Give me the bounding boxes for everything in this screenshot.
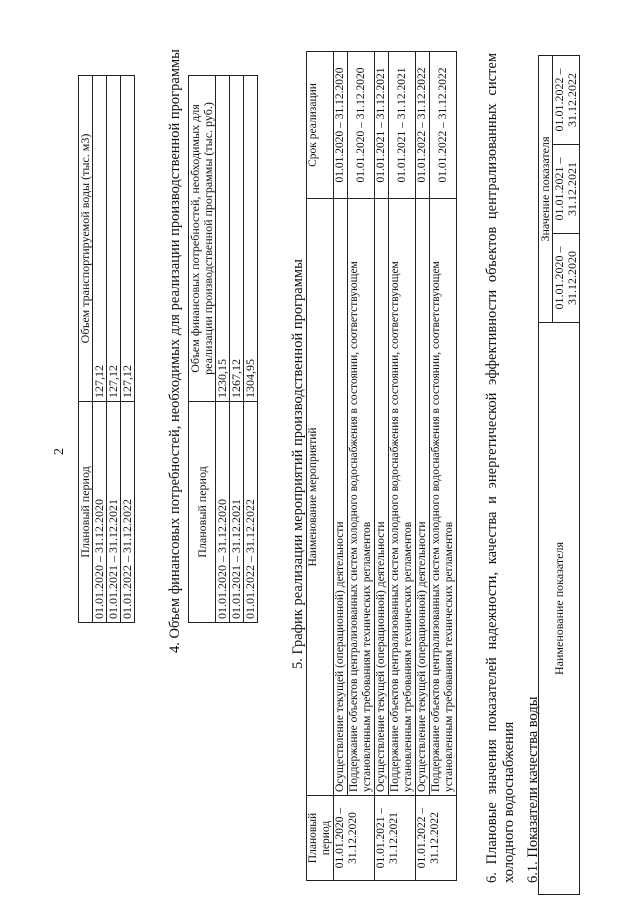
term-cell: 01.01.2020 – 31.12.2020 <box>334 52 348 199</box>
term-cell: 01.01.2021 – 31.12.2021 <box>375 52 389 199</box>
table-row <box>216 76 230 623</box>
activity-cell: Осуществление текущей (операционной) деятельности <box>375 199 389 796</box>
column-header: Наименование показателя <box>539 323 580 895</box>
term-cell: 01.01.2020 – 31.12.2020 <box>348 52 375 199</box>
amount-cell: 1267,12 <box>230 76 244 402</box>
activity-cell: Осуществление текущей (операционной) деятельности <box>416 199 430 796</box>
column-header: Значение показателя <box>539 56 553 323</box>
period-header: 01.01.2021 – 31.12.2021 <box>553 145 580 234</box>
volume-cell: 127,12 <box>107 76 121 402</box>
section-5-title: 5. График реализации мероприятий производственной программы <box>290 259 306 669</box>
column-header: Объем финансовых потребностей, необходимых для реализации производственной программы (тыс. руб.) <box>189 76 216 402</box>
column-header: Объем транспортируемой воды (тыс. м3) <box>79 76 93 402</box>
table-row <box>334 52 348 881</box>
table-row <box>389 52 416 881</box>
table-row <box>416 52 430 881</box>
period-header: 01.01.2022 – 31.12.2022 <box>553 56 580 145</box>
volume-cell: 127,12 <box>93 76 107 402</box>
column-header: Плановый период <box>307 796 334 881</box>
section-6-title: 6. Плановые значения показателей надежности, качества и энергетической эффективности объектов централизованных систем холодного водоснабжения <box>484 53 517 883</box>
period-cell: 01.01.2021 – 31.12.2021 <box>230 402 244 623</box>
period-cell: 01.01.2022 – 31.12.2022 <box>416 796 457 881</box>
volume-cell: 127,12 <box>121 76 135 402</box>
table-row <box>93 76 107 623</box>
schedule-table <box>306 51 457 881</box>
table-row <box>307 52 334 881</box>
period-header: 01.01.2020 – 31.12.2020 <box>553 234 580 323</box>
water-volume-table <box>78 75 135 623</box>
table-row <box>348 52 375 881</box>
period-cell: 01.01.2020 – 31.12.2020 <box>216 402 230 623</box>
column-header: Срок реализации <box>307 52 334 199</box>
term-cell: 01.01.2022 – 31.12.2022 <box>416 52 430 199</box>
activity-cell: Поддержание объектов централизованных систем холодного водоснабжения в состоянии, соответствующем установленным требованиям технических регламентов <box>389 199 416 796</box>
activity-cell: Поддержание объектов централизованных систем холодного водоснабжения в состоянии, соответствующем установленным требованиям технических регламентов <box>348 199 375 796</box>
table-row <box>189 76 216 623</box>
table-row <box>121 76 135 623</box>
page-number: 2 <box>52 448 67 455</box>
amount-cell: 1304,95 <box>244 76 258 402</box>
section-6-1-subtitle: 6.1. Показатели качества воды <box>525 696 541 883</box>
financial-needs-table <box>188 75 258 623</box>
table-row <box>107 76 121 623</box>
column-header: Плановый период <box>189 402 216 623</box>
table-row <box>375 52 389 881</box>
table-row <box>79 76 93 623</box>
table-row <box>244 76 258 623</box>
term-cell: 01.01.2022 – 31.12.2022 <box>430 52 457 199</box>
water-quality-table <box>538 55 580 895</box>
period-cell: 01.01.2020 – 31.12.2020 <box>334 796 375 881</box>
period-cell: 01.01.2021 – 31.12.2021 <box>107 402 121 623</box>
table-row <box>539 56 553 895</box>
section-4-title: 4. Объем финансовых потребностей, необходимых для реализации производственной программы <box>167 49 183 653</box>
activity-cell: Осуществление текущей (операционной) деятельности <box>334 199 348 796</box>
column-header: Плановый период <box>79 402 93 623</box>
column-header: Наименование мероприятий <box>307 199 334 796</box>
term-cell: 01.01.2021 – 31.12.2021 <box>389 52 416 199</box>
period-cell: 01.01.2022 – 31.12.2022 <box>244 402 258 623</box>
period-cell: 01.01.2022 – 31.12.2022 <box>121 402 135 623</box>
table-row <box>230 76 244 623</box>
amount-cell: 1230,15 <box>216 76 230 402</box>
activity-cell: Поддержание объектов централизованных систем холодного водоснабжения в состоянии, соответствующем установленным требованиям технических регламентов <box>430 199 457 796</box>
period-cell: 01.01.2020 – 31.12.2020 <box>93 402 107 623</box>
table-row <box>430 52 457 881</box>
period-cell: 01.01.2021 – 31.12.2021 <box>375 796 416 881</box>
